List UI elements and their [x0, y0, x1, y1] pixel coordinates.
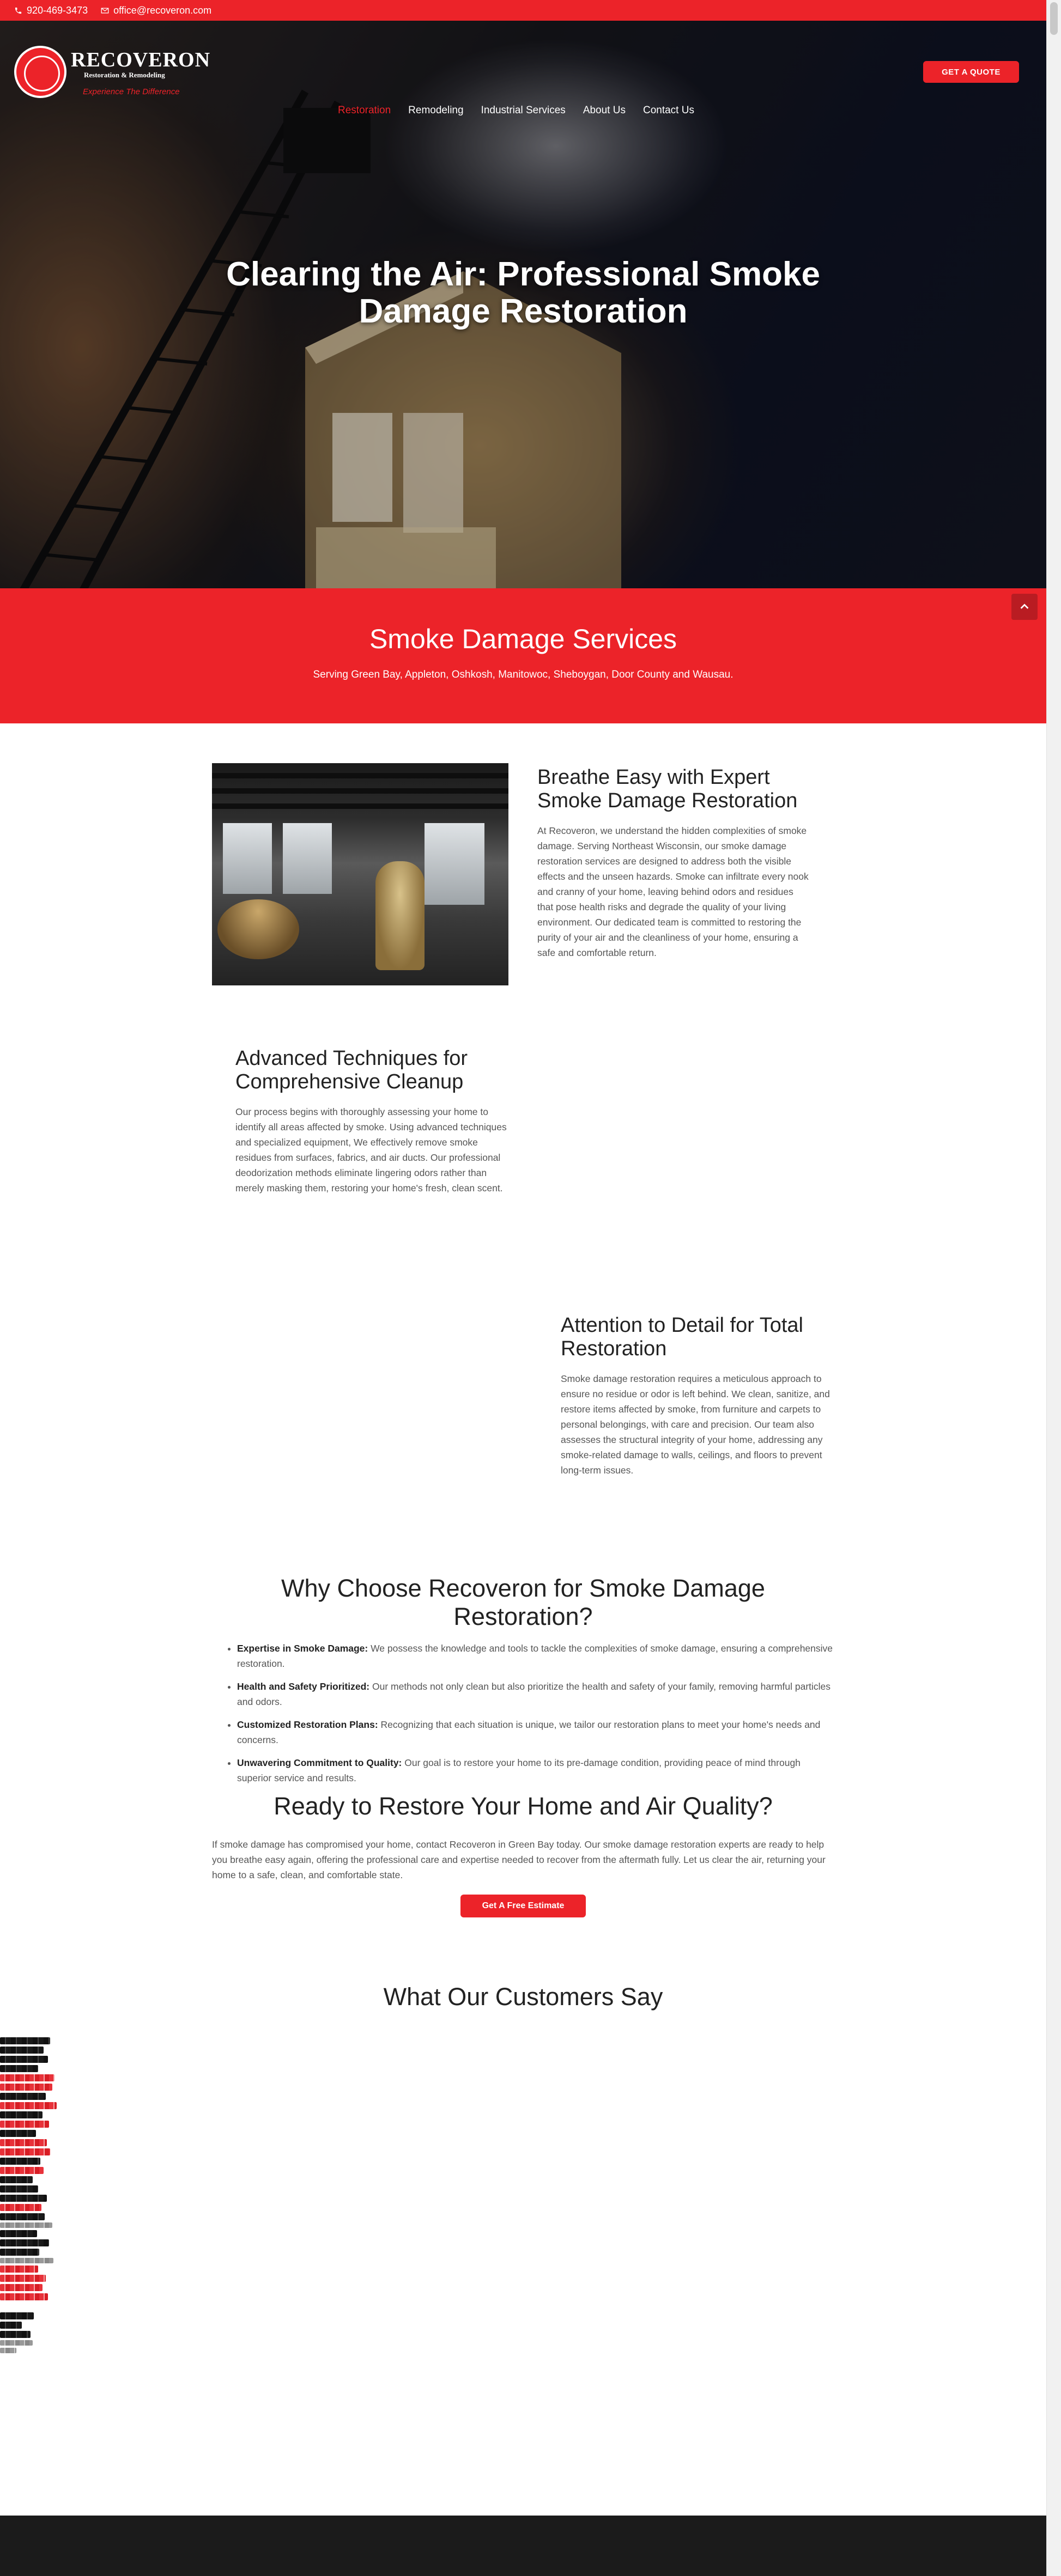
- photo-chair: [375, 861, 425, 970]
- restore-cta-title: Ready to Restore Your Home and Air Quality?: [274, 1792, 773, 1820]
- nav-item-industrial-services[interactable]: Industrial Services: [481, 105, 566, 116]
- collapsed-review-text: [0, 2275, 46, 2282]
- collapsed-review-text: [0, 2340, 33, 2346]
- collapsed-review-text: [0, 2176, 33, 2183]
- collapsed-review-text: [0, 2158, 40, 2165]
- scroll-to-top-button[interactable]: [1011, 594, 1038, 620]
- nav-item-remodeling[interactable]: Remodeling: [408, 105, 464, 116]
- collapsed-review-text: [0, 2047, 44, 2054]
- logo-seal-icon: [14, 46, 66, 98]
- hero-section: [0, 21, 1046, 588]
- page-scrollbar[interactable]: [1046, 0, 1061, 2576]
- collapsed-review-text: [0, 2139, 47, 2146]
- phone-link[interactable]: [14, 5, 88, 16]
- services-band: [0, 588, 1046, 723]
- list-item: [237, 1755, 834, 1786]
- site-footer: [0, 2516, 1046, 2576]
- photo-ceiling-beam: [212, 773, 508, 778]
- photo-table: [217, 899, 299, 959]
- free-estimate-button[interactable]: Get A Free Estimate: [460, 1895, 586, 1917]
- collapsed-review-text: [0, 2084, 52, 2091]
- hero-title: Clearing the Air: Professional Smoke Damage Restoration: [226, 255, 820, 331]
- collapsed-review-text: [0, 2348, 16, 2353]
- restore-cta-section: [212, 1792, 834, 1917]
- email-address: office@recoveron.com: [113, 4, 212, 16]
- collapsed-review-text: [0, 2258, 53, 2263]
- section-breathe-easy-body: At Recoveron, we understand the hidden complexities of smoke damage. Serving Northeast Wisconsin, our smoke damage restoration services are designed to address both the visible effects and the unseen hazards. Smoke can infiltrate every nook and cranny of your home, leaving behind odors and residues that pose health risks and degrade the quality of your living environment. Our dedicated team is committed to restoring the purity of your air and the cleanliness of your home, ensuring a safe and comfortable return.: [537, 825, 809, 959]
- collapsed-review-text: [0, 2239, 49, 2246]
- collapsed-review-text: [0, 2130, 36, 2137]
- collapsed-review-text: [0, 2121, 49, 2128]
- chevron-up-icon: [1018, 601, 1030, 613]
- nav-item-about-us[interactable]: About Us: [583, 105, 626, 116]
- nav-item-restoration[interactable]: Restoration: [338, 105, 391, 116]
- email-link[interactable]: [101, 5, 211, 16]
- get-a-quote-button[interactable]: GET A QUOTE: [923, 61, 1019, 83]
- why-choose-title: Why Choose Recoveron for Smoke Damage Restoration?: [281, 1574, 765, 1630]
- list-item: [237, 1717, 834, 1747]
- restore-cta-body: If smoke damage has compromised your home, contact Recoveron in Green Bay today. Our smoke damage restoration experts are ready to help you breathe easy again, offering the professional care and expertise needed to recover from the aftermath fully. Let us clear the air, returning your home to a safe, clean, and comfortable state.: [212, 1839, 826, 1880]
- section-advanced-techniques-title: Advanced Techniques for Comprehensive Cleanup: [235, 1047, 468, 1093]
- testimonials-title: What Our Customers Say: [383, 1983, 663, 2011]
- smoke-damaged-room-photo: [212, 763, 508, 985]
- site-logo[interactable]: [14, 46, 210, 98]
- section-attention-to-detail-body: Smoke damage restoration requires a meticulous approach to ensure no residue or odor is left behind. We clean, sanitize, and restore items affected by smoke, from furniture and carpets to personal belongings, with care and precision. Our team also assesses the structural integrity of your home, addressing any smoke-related damage to walls, ceilings, and floors to prevent long-term issues.: [561, 1373, 830, 1476]
- collapsed-review-text: [0, 2037, 50, 2044]
- section-advanced-techniques-body: Our process begins with thoroughly assessing your home to identify all areas affected by smoke. Using advanced techniques and specialized equipment, We effectively remove smoke residues from surfaces, fabrics, and air ducts. Our professional deodorization methods eliminate lingering odors rather than merely masking them, restoring your home's fresh, clean scent.: [235, 1106, 507, 1194]
- collapsed-review-text: [0, 2102, 57, 2109]
- collapsed-review-text: [0, 2204, 41, 2211]
- list-item-label: Unwavering Commitment to Quality:: [237, 1757, 402, 1768]
- phone-icon: [14, 7, 22, 15]
- collapsed-review-text: [0, 2230, 37, 2237]
- top-contact-bar: [0, 0, 1046, 21]
- section-attention-to-detail-title: Attention to Detail for Total Restoration: [561, 1314, 803, 1360]
- testimonials-section: [0, 1983, 1046, 2011]
- collapsed-review-text: [0, 2222, 52, 2228]
- nav-item-contact-us[interactable]: Contact Us: [642, 105, 694, 116]
- services-band-title: Smoke Damage Services: [369, 624, 677, 654]
- logo-brand-name: RECOVERON: [71, 48, 211, 71]
- photo-window: [425, 823, 484, 905]
- collapsed-review-text: [0, 2148, 50, 2155]
- services-band-subtitle: Serving Green Bay, Appleton, Oshkosh, Manitowoc, Sheboygan, Door County and Wausau.: [313, 669, 733, 680]
- collapsed-review-text: [0, 2322, 22, 2329]
- collapsed-review-text: [0, 2249, 39, 2256]
- list-item-text: We possess the knowledge and tools to tackle the complexities of smoke damage, ensuring a comprehensive restoration.: [237, 1643, 833, 1669]
- collapsed-review-text: [0, 2074, 54, 2081]
- collapsed-review-text: [0, 2093, 46, 2100]
- collapsed-review-text: [0, 2185, 38, 2193]
- list-item-text: Recognizing that each situation is unique, we tailor our restoration plans to meet your home's needs and concerns.: [237, 1719, 821, 1745]
- collapsed-review-text: [0, 2312, 34, 2319]
- list-item-label: Health and Safety Prioritized:: [237, 1681, 370, 1692]
- list-item-label: Customized Restoration Plans:: [237, 1719, 378, 1730]
- collapsed-review-text: [0, 2167, 44, 2174]
- collapsed-review-text: [0, 2293, 48, 2300]
- section-breathe-easy: [537, 766, 810, 960]
- why-choose-section: [212, 1574, 834, 1793]
- list-item: [237, 1679, 834, 1709]
- section-breathe-easy-title: Breathe Easy with Expert Smoke Damage Restoration: [537, 766, 798, 812]
- photo-ceiling-beam: [212, 788, 508, 794]
- scrollbar-thumb[interactable]: [1050, 2, 1058, 35]
- collapsed-review-text: [0, 2111, 43, 2118]
- collapsed-review-text: [0, 2213, 45, 2220]
- list-item-text: Our methods not only clean but also prioritize the health and safety of your family, removing harmful particles and odors.: [237, 1681, 831, 1707]
- why-choose-list: [212, 1641, 834, 1786]
- logo-tagline: Experience The Difference: [83, 87, 180, 96]
- collapsed-review-text: [0, 2284, 43, 2291]
- photo-window: [283, 823, 332, 894]
- envelope-icon: [101, 7, 109, 15]
- list-item-label: Expertise in Smoke Damage:: [237, 1643, 368, 1654]
- collapsed-review-text: [0, 2331, 31, 2338]
- collapsed-review-text: [0, 2266, 38, 2273]
- collapsed-reviews-column: [0, 2037, 60, 2468]
- photo-window: [223, 823, 272, 894]
- collapsed-review-text: [0, 2065, 38, 2072]
- section-attention-to-detail: [561, 1314, 836, 1478]
- list-item-text: Our goal is to restore your home to its pre-damage condition, providing peace of mind through superior service and results.: [237, 1757, 801, 1783]
- list-item: [237, 1641, 834, 1671]
- main-navigation: [338, 105, 694, 117]
- collapsed-review-text: [0, 2056, 48, 2063]
- collapsed-review-text: [0, 2195, 47, 2202]
- photo-ceiling-beam: [212, 803, 508, 809]
- phone-number: 920-469-3473: [27, 4, 88, 16]
- section-advanced-techniques: [235, 1047, 508, 1196]
- logo-brand-subtitle: Restoration & Remodeling: [84, 70, 165, 79]
